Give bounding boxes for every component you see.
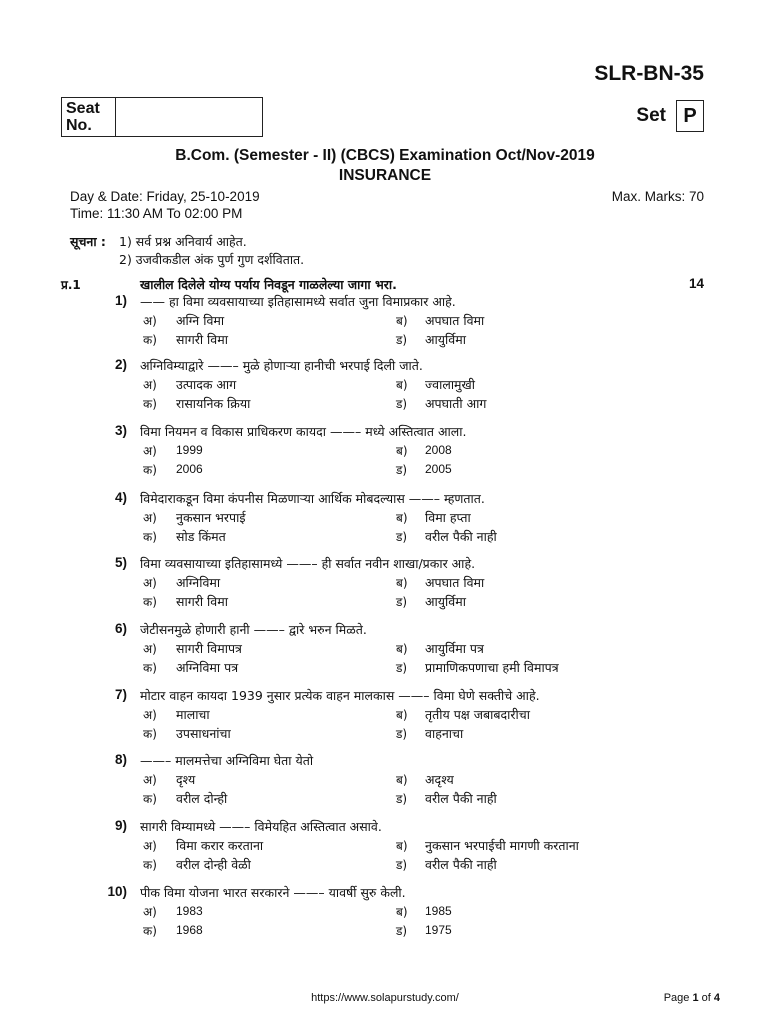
- question-text: विमा व्यवसायाच्या इतिहासामध्ये ——– ही सर्वात नवीन शाखा/प्रकार आहे.: [140, 556, 476, 571]
- option-text: उपसाधनांचा: [176, 726, 231, 741]
- option-text: अपघात विमा: [425, 313, 485, 328]
- option-marker: ड): [396, 924, 408, 938]
- option-marker: क): [143, 530, 157, 544]
- seat-number-field: [116, 98, 262, 136]
- option-marker: ड): [396, 727, 408, 741]
- exam-heading: [0, 146, 770, 186]
- option-marker: ब): [396, 378, 408, 392]
- option-marker: ड): [396, 858, 408, 872]
- option-text: 1999: [176, 443, 203, 457]
- question-number: 2): [114, 357, 127, 372]
- option-text: सागरी विमापत्र: [176, 641, 242, 656]
- option-marker: क): [143, 727, 157, 741]
- option-text: नुकसान भरपाई: [176, 510, 246, 525]
- question-text: विमेदाराकडून विमा कंपनीस मिळणाऱ्या आर्थिक मोबदल्यास ——– म्हणतात.: [140, 491, 485, 506]
- option-text: 2005: [425, 462, 452, 476]
- question-number: 1): [114, 293, 127, 308]
- option-text: 2008: [425, 443, 452, 457]
- option-text: अदृश्य: [425, 772, 454, 787]
- exam-title: B.Com. (Semester - II) (CBCS) Examination Oct/Nov-2019: [175, 147, 595, 164]
- option-marker: ड): [396, 463, 408, 477]
- option-text: प्रामाणिकपणाचा हमी विमापत्र: [425, 660, 559, 675]
- question-text: जेटीसनमुळे होणारी हानी ——– द्वारे भरुन मिळते.: [140, 622, 367, 637]
- question-number: 6): [114, 621, 127, 636]
- option-text: ज्वालामुखी: [425, 377, 475, 392]
- option-marker: क): [143, 397, 157, 411]
- option-text: सागरी विमा: [176, 594, 228, 609]
- option-marker: ब): [396, 511, 408, 525]
- question-number: 8): [114, 752, 127, 767]
- option-text: वरील पैकी नाही: [425, 857, 497, 872]
- option-marker: ड): [396, 792, 408, 806]
- option-text: उत्पादक आग: [176, 377, 237, 392]
- question-text: —— हा विमा व्यवसायाच्या इतिहासामध्ये सर्वात जुना विमाप्रकार आहे.: [140, 294, 456, 309]
- option-marker: ब): [396, 314, 408, 328]
- option-marker: क): [143, 792, 157, 806]
- seat-label: Seat No.: [62, 98, 116, 136]
- footer-url: https://www.solapurstudy.com/: [311, 992, 459, 1004]
- option-text: सागरी विमा: [176, 332, 228, 347]
- question-number: 4): [114, 490, 127, 505]
- option-text: वरील पैकी नाही: [425, 529, 497, 544]
- option-marker: अ): [143, 444, 157, 458]
- option-marker: ब): [396, 642, 408, 656]
- option-text: अग्नि विमा: [176, 313, 225, 328]
- question-number: 9): [114, 818, 127, 833]
- option-text: आयुर्विमा: [425, 332, 466, 347]
- option-marker: अ): [143, 576, 157, 590]
- question-text: मोटार वाहन कायदा 1939 नुसार प्रत्येक वाहन मालकास ——– विमा घेणे सक्तीचे आहे.: [140, 688, 540, 703]
- option-text: 1985: [425, 904, 452, 918]
- instruction-item: 2) उजवीकडील अंक पुर्ण गुण दर्शवितात.: [119, 252, 305, 267]
- option-marker: ब): [396, 839, 408, 853]
- option-marker: क): [143, 661, 157, 675]
- option-marker: ब): [396, 444, 408, 458]
- question-text: विमा नियमन व विकास प्राधिकरण कायदा ——– मध्ये अस्तित्वात आला.: [140, 424, 467, 439]
- question-number: 5): [114, 555, 127, 570]
- option-text: 2006: [176, 462, 203, 476]
- set-label: Set: [636, 105, 666, 126]
- option-marker: अ): [143, 511, 157, 525]
- option-marker: अ): [143, 905, 157, 919]
- option-text: विमा करार करताना: [176, 838, 264, 853]
- option-marker: ड): [396, 397, 408, 411]
- option-marker: क): [143, 463, 157, 477]
- option-marker: क): [143, 333, 157, 347]
- option-marker: क): [143, 924, 157, 938]
- question-text: अग्निविम्याद्वारे ——– मुळे होणाऱ्या हानीची भरपाई दिली जाते.: [140, 358, 423, 373]
- option-text: वरील पैकी नाही: [425, 791, 497, 806]
- option-marker: अ): [143, 378, 157, 392]
- option-marker: ब): [396, 576, 408, 590]
- option-marker: ब): [396, 708, 408, 722]
- question-number: 10): [107, 884, 127, 899]
- option-text: अग्निविमा पत्र: [176, 660, 239, 675]
- instructions-label: सूचना :: [70, 234, 106, 249]
- option-marker: अ): [143, 642, 157, 656]
- option-text: 1968: [176, 923, 203, 937]
- option-text: रासायनिक क्रिया: [176, 396, 251, 411]
- page-number: Page 1 of 4: [663, 992, 720, 1004]
- option-marker: ड): [396, 661, 408, 675]
- option-marker: अ): [143, 839, 157, 853]
- set-indicator: [636, 100, 704, 132]
- option-text: मालाचा: [176, 707, 210, 722]
- option-text: 1983: [176, 904, 203, 918]
- section-marks: 14: [688, 276, 704, 291]
- option-marker: अ): [143, 708, 157, 722]
- option-marker: क): [143, 858, 157, 872]
- option-text: अपघात विमा: [425, 575, 485, 590]
- option-text: 1975: [425, 923, 452, 937]
- option-marker: ड): [396, 530, 408, 544]
- instruction-item: 1) सर्व प्रश्न अनिवार्य आहेत.: [119, 234, 247, 249]
- exam-subject: INSURANCE: [338, 167, 432, 184]
- option-marker: ब): [396, 773, 408, 787]
- max-marks: Max. Marks: 70: [611, 189, 704, 204]
- question-number: 3): [114, 423, 127, 438]
- option-text: नुकसान भरपाईची मागणी करताना: [425, 838, 579, 853]
- section-number: प्र.1: [61, 278, 81, 292]
- option-text: सोड किंमत: [176, 529, 226, 544]
- exam-time: Time: 11:30 AM To 02:00 PM: [70, 206, 243, 221]
- option-text: विमा हप्ता: [425, 510, 471, 525]
- day-date: Day & Date: Friday, 25-10-2019: [70, 189, 260, 204]
- section-title: खालील दिलेले योग्य पर्याय निवडून गाळलेल्या जागा भरा.: [140, 277, 397, 292]
- option-text: अग्निविमा: [176, 575, 221, 590]
- option-marker: ब): [396, 905, 408, 919]
- option-marker: ड): [396, 595, 408, 609]
- option-text: आयुर्विमा: [425, 594, 466, 609]
- option-marker: अ): [143, 314, 157, 328]
- option-text: वाहनाचा: [425, 726, 464, 741]
- option-marker: ड): [396, 333, 408, 347]
- option-marker: अ): [143, 773, 157, 787]
- option-text: अपघाती आग: [425, 396, 487, 411]
- option-text: तृतीय पक्ष जबाबदारीचा: [425, 707, 530, 722]
- question-text: ——– मालमत्तेचा अग्निविमा घेता येतो: [140, 753, 314, 768]
- option-text: वरील दोन्ही: [176, 791, 228, 806]
- seat-number-box: [61, 97, 263, 137]
- question-text: पीक विमा योजना भारत सरकारने ——– यावर्षी सुरु केली.: [140, 885, 406, 900]
- option-text: वरील दोन्ही वेळी: [176, 857, 251, 872]
- paper-code: SLR-BN-35: [594, 62, 704, 85]
- set-value: P: [676, 100, 704, 132]
- question-number: 7): [114, 687, 127, 702]
- option-text: दृश्य: [176, 772, 196, 787]
- question-text: सागरी विम्यामध्ये ——– विमेयहित अस्तित्वात असावे.: [140, 819, 382, 834]
- option-marker: क): [143, 595, 157, 609]
- option-text: आयुर्विमा पत्र: [425, 641, 484, 656]
